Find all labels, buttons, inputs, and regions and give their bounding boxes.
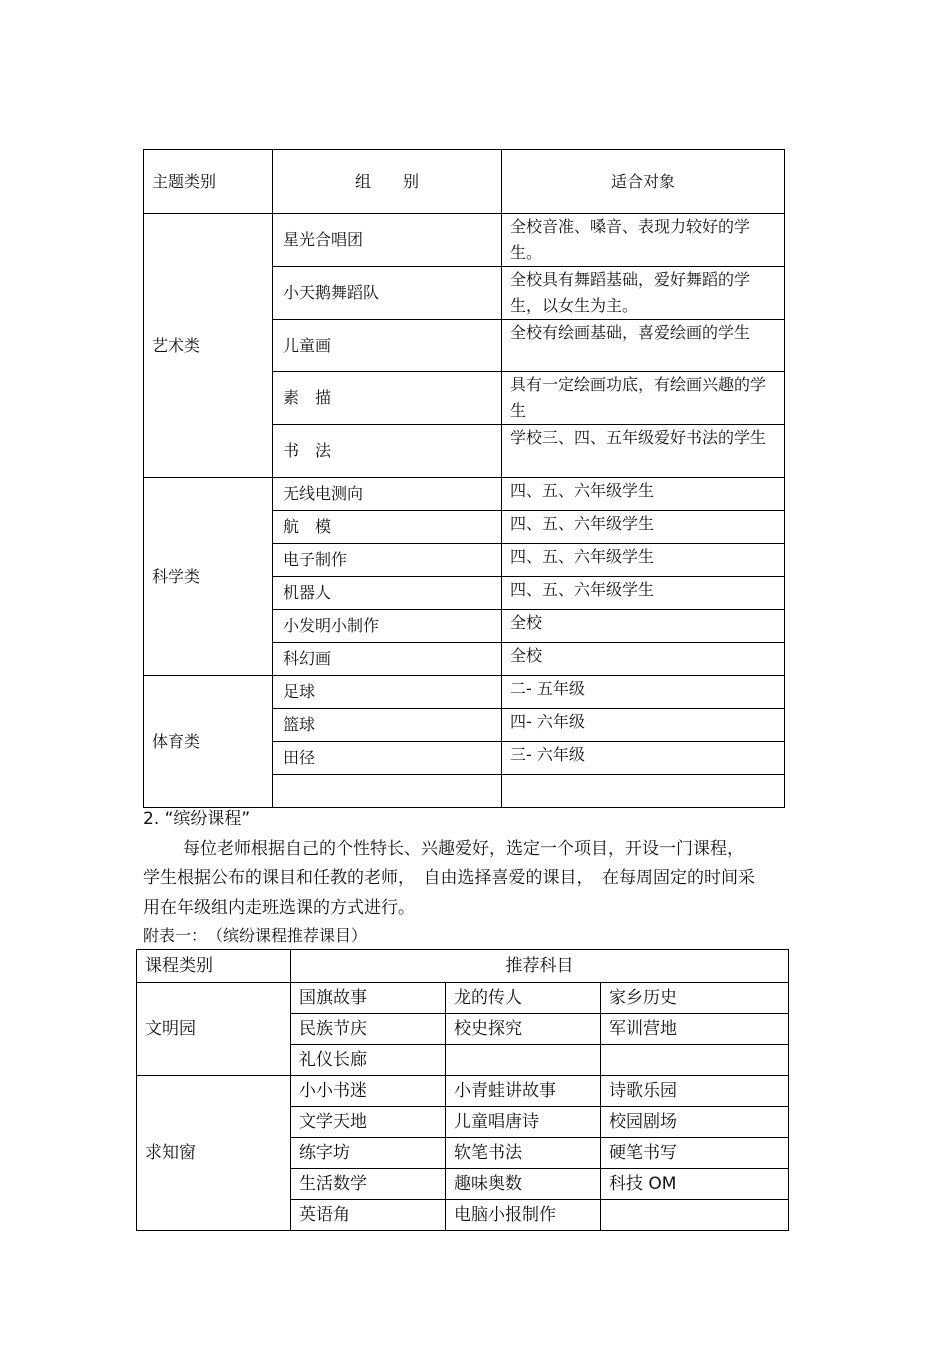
target-cell: 二- 五年级 (502, 676, 785, 709)
table-header-row (137, 950, 789, 983)
group-cell: 素 描 (273, 372, 502, 425)
table-row (137, 983, 789, 1014)
target-cell: 四、五、六年级学生 (502, 544, 785, 577)
subject-cell: 生活数学 (291, 1169, 446, 1200)
group-cell: 田径 (273, 742, 502, 775)
group-cell: 无线电测向 (273, 478, 502, 511)
subject-cell (601, 1200, 789, 1231)
header-group: 组 别 (273, 150, 502, 214)
table-row (144, 214, 785, 267)
subject-cell: 科技 OM (601, 1169, 789, 1200)
group-cell: 小天鹅舞蹈队 (273, 267, 502, 320)
subject-cell: 小小书迷 (291, 1076, 446, 1107)
target-cell: 具有一定绘画功底，有绘画兴趣的学生 (502, 372, 785, 425)
target-cell: 全校音准、嗓音、表现力较好的学生。 (502, 214, 785, 267)
table-row (137, 1076, 789, 1107)
subject-cell: 家乡历史 (601, 983, 789, 1014)
subject-cell: 文学天地 (291, 1107, 446, 1138)
subject-cell: 练字坊 (291, 1138, 446, 1169)
target-cell: 四、五、六年级学生 (502, 511, 785, 544)
header-category: 主题类别 (144, 150, 273, 214)
course-table (136, 949, 789, 1231)
subject-cell: 小青蛙讲故事 (446, 1076, 601, 1107)
target-cell: 全校有绘画基础，喜爱绘画的学生 (502, 320, 785, 372)
target-cell: 四、五、六年级学生 (502, 478, 785, 511)
target-cell: 全校 (502, 643, 785, 676)
table-row (144, 676, 785, 709)
group-cell: 科幻画 (273, 643, 502, 676)
appendix-title: 附表一： （缤纷课程推荐课目） (143, 926, 368, 945)
target-cell: 全校 (502, 610, 785, 643)
subject-cell: 电脑小报制作 (446, 1200, 601, 1231)
subject-cell: 国旗故事 (291, 983, 446, 1014)
target-cell: 四、五、六年级学生 (502, 577, 785, 610)
subject-cell: 校史探究 (446, 1014, 601, 1045)
group-cell: 足球 (273, 676, 502, 709)
target-cell: 三- 六年级 (502, 742, 785, 775)
paragraph-line-3: 用在年级组内走班选课的方式进行。 (143, 898, 415, 918)
club-table (143, 149, 785, 808)
group-cell: 小发明小制作 (273, 610, 502, 643)
table-row (144, 478, 785, 511)
target-cell: 全校具有舞蹈基础，爱好舞蹈的学生，以女生为主。 (502, 267, 785, 320)
subject-cell (446, 1045, 601, 1076)
subject-cell: 龙的传人 (446, 983, 601, 1014)
header-course-category: 课程类别 (137, 950, 291, 983)
subject-cell: 软笔书法 (446, 1138, 601, 1169)
group-cell: 书 法 (273, 425, 502, 478)
target-cell (502, 775, 785, 808)
category-cell: 体育类 (144, 676, 273, 808)
header-recommended: 推荐科目 (291, 950, 789, 983)
target-cell: 四- 六年级 (502, 709, 785, 742)
target-cell: 学校三、四、五年级爱好书法的学生 (502, 425, 785, 478)
group-cell: 星光合唱团 (273, 214, 502, 267)
table-header-row (144, 150, 785, 214)
group-cell: 儿童画 (273, 320, 502, 372)
paragraph-line-2: 学生根据公布的课目和任教的老师， 自由选择喜爱的课目， 在每周固定的时间采 (143, 868, 755, 888)
category-cell: 科学类 (144, 478, 273, 676)
header-target: 适合对象 (502, 150, 785, 214)
group-cell: 机器人 (273, 577, 502, 610)
subject-cell: 民族节庆 (291, 1014, 446, 1045)
section-heading: 2. “缤纷课程” (143, 809, 251, 829)
group-cell: 航 模 (273, 511, 502, 544)
subject-cell: 英语角 (291, 1200, 446, 1231)
subject-cell: 诗歌乐园 (601, 1076, 789, 1107)
subject-cell: 趣味奥数 (446, 1169, 601, 1200)
category-cell: 艺术类 (144, 214, 273, 478)
group-cell: 电子制作 (273, 544, 502, 577)
group-cell (273, 775, 502, 808)
subject-cell: 儿童唱唐诗 (446, 1107, 601, 1138)
subject-cell: 礼仪长廊 (291, 1045, 446, 1076)
subject-cell: 硬笔书写 (601, 1138, 789, 1169)
subject-cell: 军训营地 (601, 1014, 789, 1045)
course-category-cell: 求知窗 (137, 1076, 291, 1231)
subject-cell: 校园剧场 (601, 1107, 789, 1138)
subject-cell (601, 1045, 789, 1076)
paragraph-line-1: 每位老师根据自己的个性特长、兴趣爱好，选定一个项目，开设一门课程， (183, 839, 744, 859)
course-category-cell: 文明园 (137, 983, 291, 1076)
group-cell: 篮球 (273, 709, 502, 742)
